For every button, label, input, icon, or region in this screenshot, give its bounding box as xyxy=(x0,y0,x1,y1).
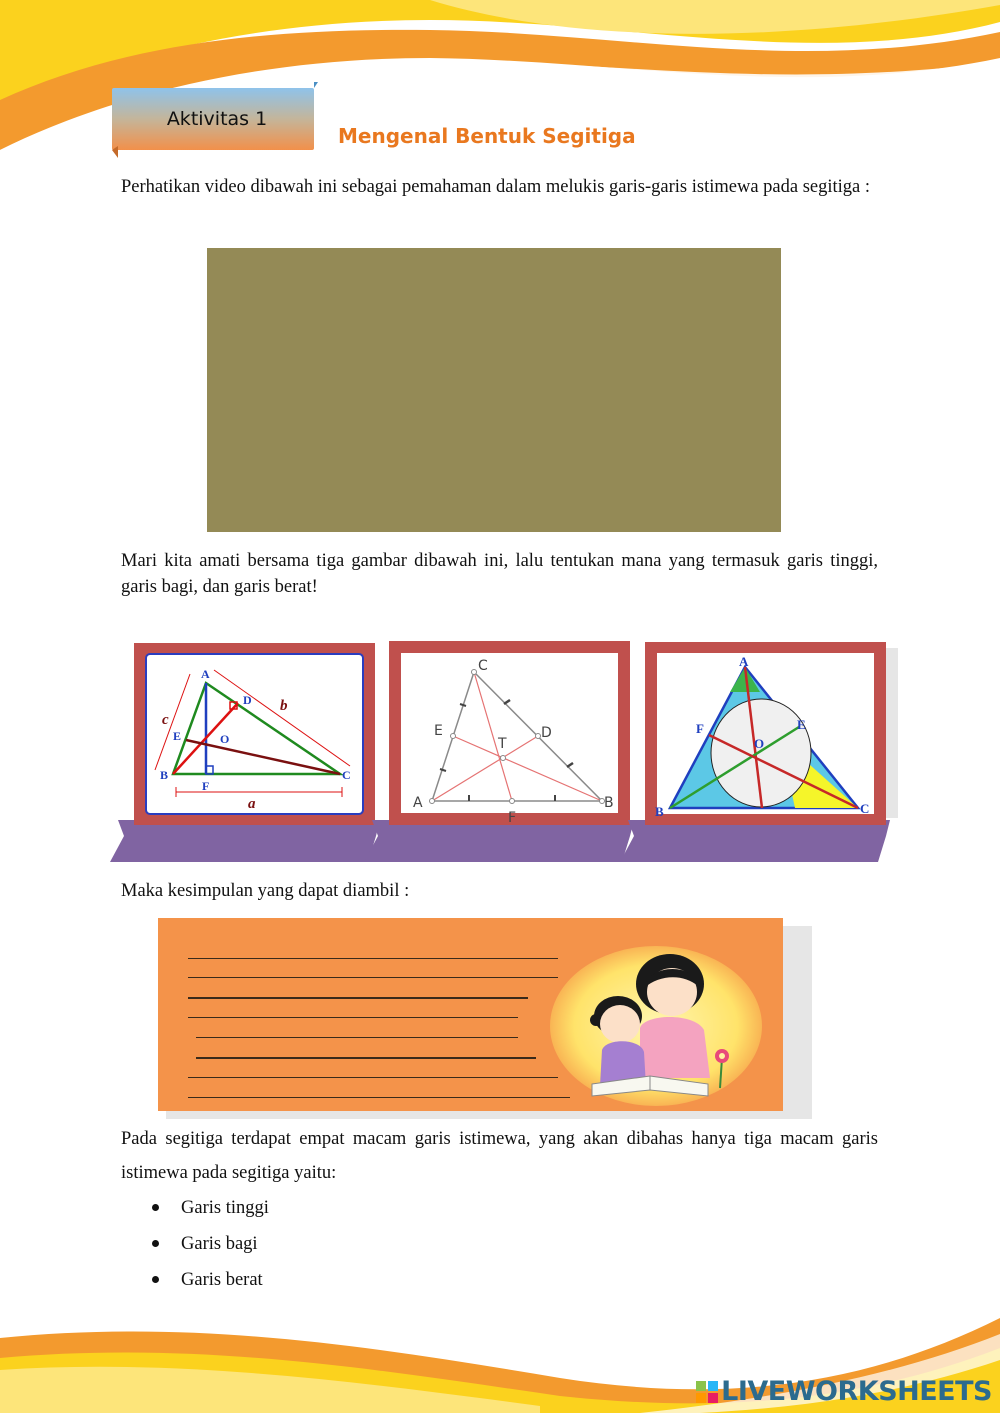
label-B: B xyxy=(160,768,169,782)
label-C: C xyxy=(342,768,351,782)
garis-bagi-figure xyxy=(620,640,900,866)
label-a: a xyxy=(248,796,256,812)
label-C: C xyxy=(478,658,488,674)
figure-shadow xyxy=(110,820,380,862)
label-F: F xyxy=(696,721,704,736)
label-B: B xyxy=(604,795,614,811)
answer-line[interactable] xyxy=(188,1097,570,1098)
label-A: A xyxy=(739,654,749,669)
answer-line[interactable] xyxy=(188,997,528,999)
label-T: T xyxy=(498,736,507,752)
label-A: A xyxy=(413,795,423,811)
brand-name: LIVEWORKSHEETS xyxy=(721,1376,992,1407)
video-placeholder[interactable] xyxy=(207,248,781,532)
mother-child-reading-illustration xyxy=(544,938,766,1108)
intro-text: Perhatikan video dibawah ini sebagai pemahaman dalam melukis garis-garis istimewa pada segitiga : xyxy=(121,177,871,197)
description-text: Pada segitiga terdapat empat macam garis istimewa, yang akan dibahas hanya tiga macam garis istimewa pada segitiga yaitu: xyxy=(121,1129,878,1183)
label-D: D xyxy=(243,693,252,707)
conclusion-answer-box[interactable] xyxy=(158,918,783,1111)
label-D: D xyxy=(541,725,552,741)
label-O: O xyxy=(220,732,230,746)
figure-shadow xyxy=(364,820,634,862)
label-E: E xyxy=(797,717,806,732)
label-E: E xyxy=(434,723,443,739)
liveworksheets-logo-icon xyxy=(696,1381,718,1403)
page-title: Mengenal Bentuk Segitiga xyxy=(338,124,636,148)
answer-line[interactable] xyxy=(188,1077,558,1078)
label-F: F xyxy=(202,779,210,793)
list-item: Garis tinggi xyxy=(150,1190,269,1226)
answer-line[interactable] xyxy=(196,1057,536,1059)
answer-line[interactable] xyxy=(188,977,558,978)
garis-berat-figure xyxy=(364,640,634,866)
garis-tinggi-figure xyxy=(110,640,380,866)
activity-label: Aktivitas 1 xyxy=(166,108,268,130)
list-item: Garis bagi xyxy=(150,1226,269,1262)
label-b: b xyxy=(280,698,288,714)
label-E: E xyxy=(173,729,182,743)
activity-tag xyxy=(110,84,314,158)
figure-shadow xyxy=(620,820,890,862)
liveworksheets-logo xyxy=(696,1376,992,1407)
label-B: B xyxy=(655,804,664,819)
list-item: Garis berat xyxy=(150,1262,269,1298)
label-c: c xyxy=(162,712,169,728)
label-F: F xyxy=(508,810,517,826)
conclusion-prompt: Maka kesimpulan yang dapat diambil : xyxy=(121,881,410,901)
observe-text: Mari kita amati bersama tiga gambar dibawah ini, lalu tentukan mana yang termasuk garis tinggi, garis bagi, dan garis berat! xyxy=(121,551,878,597)
label-C: C xyxy=(860,801,870,816)
answer-line[interactable] xyxy=(188,1017,518,1018)
label-A: A xyxy=(201,667,210,681)
answer-line[interactable] xyxy=(196,1037,518,1038)
label-O: O xyxy=(754,736,765,751)
answer-line[interactable] xyxy=(188,958,558,959)
